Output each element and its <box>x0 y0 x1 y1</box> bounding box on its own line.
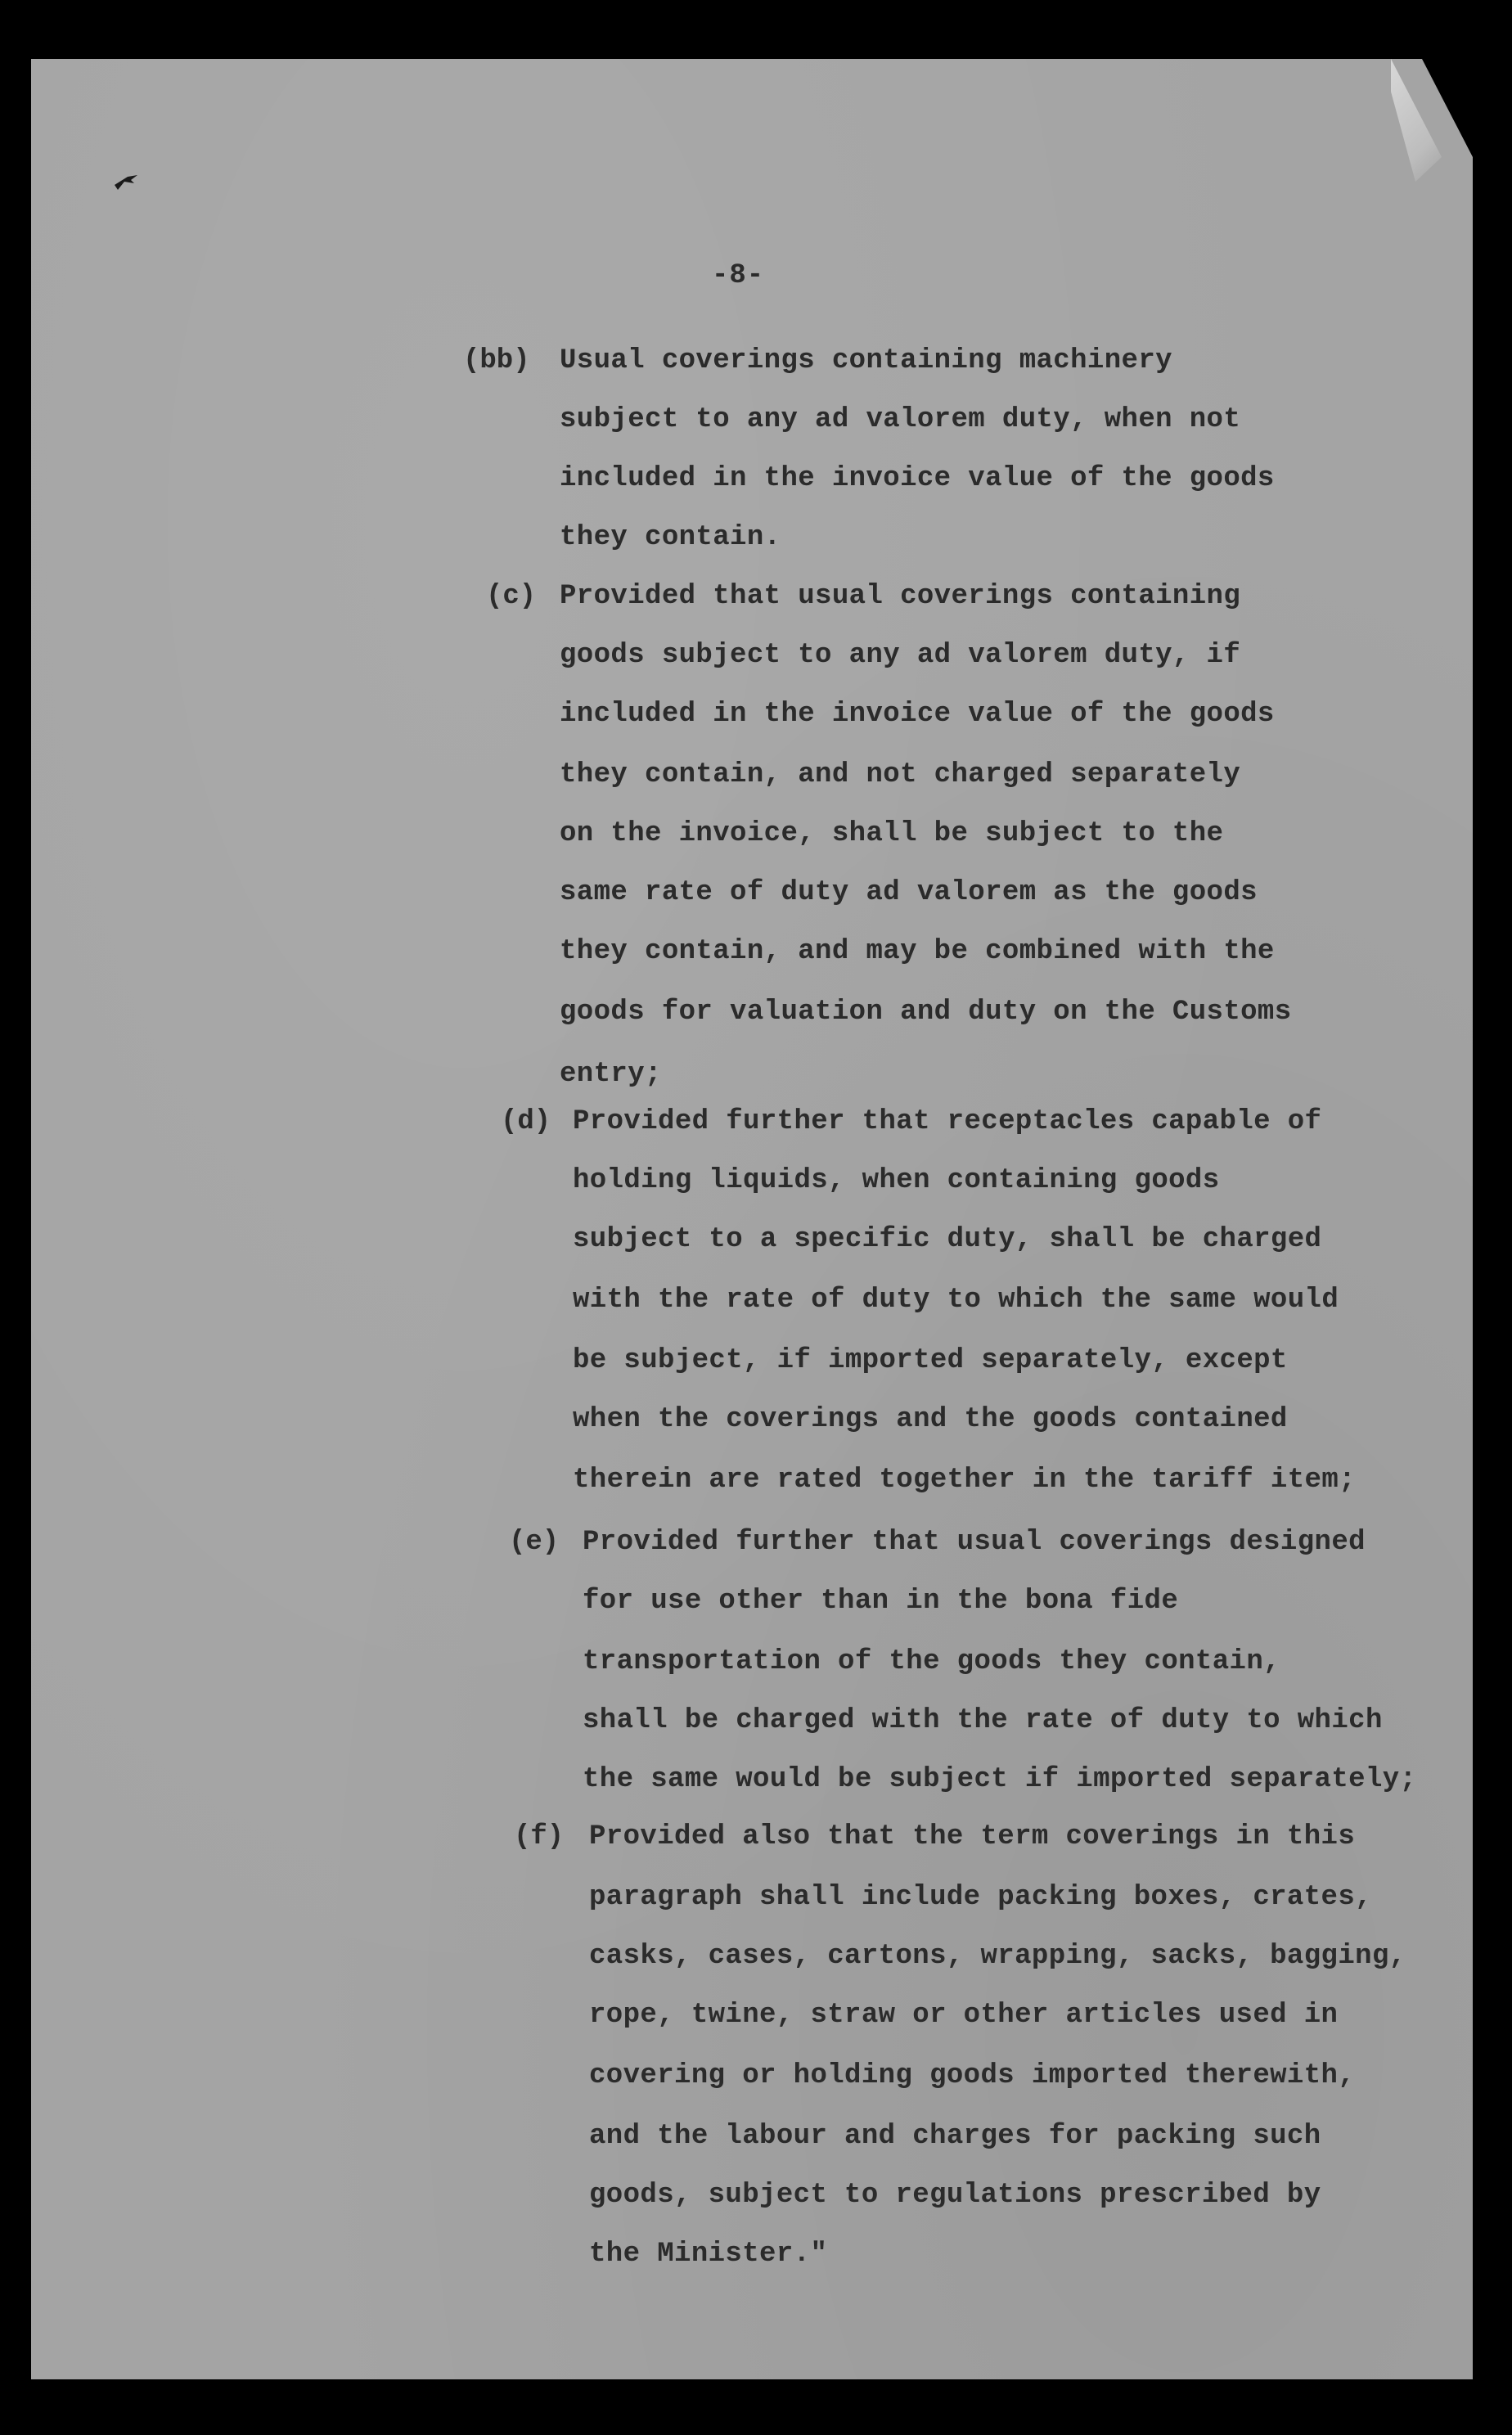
paragraph-line: subject to a specific duty, shall be charged <box>573 1224 1322 1255</box>
paragraph-line: goods subject to any ad valorem duty, if <box>560 640 1241 671</box>
paragraph-line: they contain. <box>560 522 781 553</box>
paragraph-line: therein are rated together in the tariff item; <box>573 1465 1356 1496</box>
paragraph-line: the same would be subject if imported separately; <box>583 1764 1417 1795</box>
paragraph-line: with the rate of duty to which the same would <box>573 1285 1339 1316</box>
paragraph-line: same rate of duty ad valorem as the goods <box>560 877 1258 908</box>
paragraph-label: (f) <box>514 1821 565 1852</box>
paragraph-line: holding liquids, when containing goods <box>573 1165 1220 1196</box>
paragraph-line: Provided further that receptacles capable of <box>573 1106 1322 1137</box>
paragraph-line: shall be charged with the rate of duty to which <box>583 1705 1383 1736</box>
paragraph-line: subject to any ad valorem duty, when not <box>560 404 1241 435</box>
ink-mark-icon <box>113 167 146 191</box>
paragraph-line: they contain, and may be combined with the <box>560 936 1275 967</box>
paragraph-line: and the labour and charges for packing such <box>589 2121 1321 2152</box>
paragraph-line: transportation of the goods they contain, <box>583 1646 1280 1677</box>
paragraph-line: rope, twine, straw or other articles used in <box>589 2000 1339 2031</box>
paragraph-label: (bb) <box>463 345 530 376</box>
paragraph-label: (c) <box>486 581 537 612</box>
paragraph-line: paragraph shall include packing boxes, crates, <box>589 1882 1372 1913</box>
paragraph-line: Usual coverings containing machinery <box>560 345 1172 376</box>
paragraph-line: entry; <box>560 1059 662 1090</box>
paragraph-line: they contain, and not charged separately <box>560 759 1241 790</box>
paragraph-line: for use other than in the bona fide <box>583 1586 1179 1617</box>
paragraph-line: casks, cases, cartons, wrapping, sacks, bagging, <box>589 1941 1406 1972</box>
paragraph-line: Provided further that usual coverings designed <box>583 1527 1366 1558</box>
paragraph-line: Provided that usual coverings containing <box>560 581 1241 612</box>
paragraph-line: on the invoice, shall be subject to the <box>560 818 1224 849</box>
paragraph-line: Provided also that the term coverings in this <box>589 1821 1356 1852</box>
paragraph-label: (d) <box>501 1106 551 1137</box>
paragraph-line: included in the invoice value of the goods <box>560 699 1275 730</box>
paragraph-label: (e) <box>509 1527 560 1558</box>
page-number: -8- <box>712 260 765 291</box>
paragraph-line: when the coverings and the goods contained <box>573 1404 1288 1435</box>
paragraph-line: included in the invoice value of the goods <box>560 463 1275 494</box>
paragraph-line: goods for valuation and duty on the Customs <box>560 997 1292 1028</box>
paragraph-line: covering or holding goods imported therewith, <box>589 2060 1356 2091</box>
paragraph-line: goods, subject to regulations prescribed by <box>589 2180 1321 2211</box>
paragraph-line: be subject, if imported separately, except <box>573 1345 1288 1376</box>
paragraph-line: the Minister." <box>589 2239 828 2270</box>
